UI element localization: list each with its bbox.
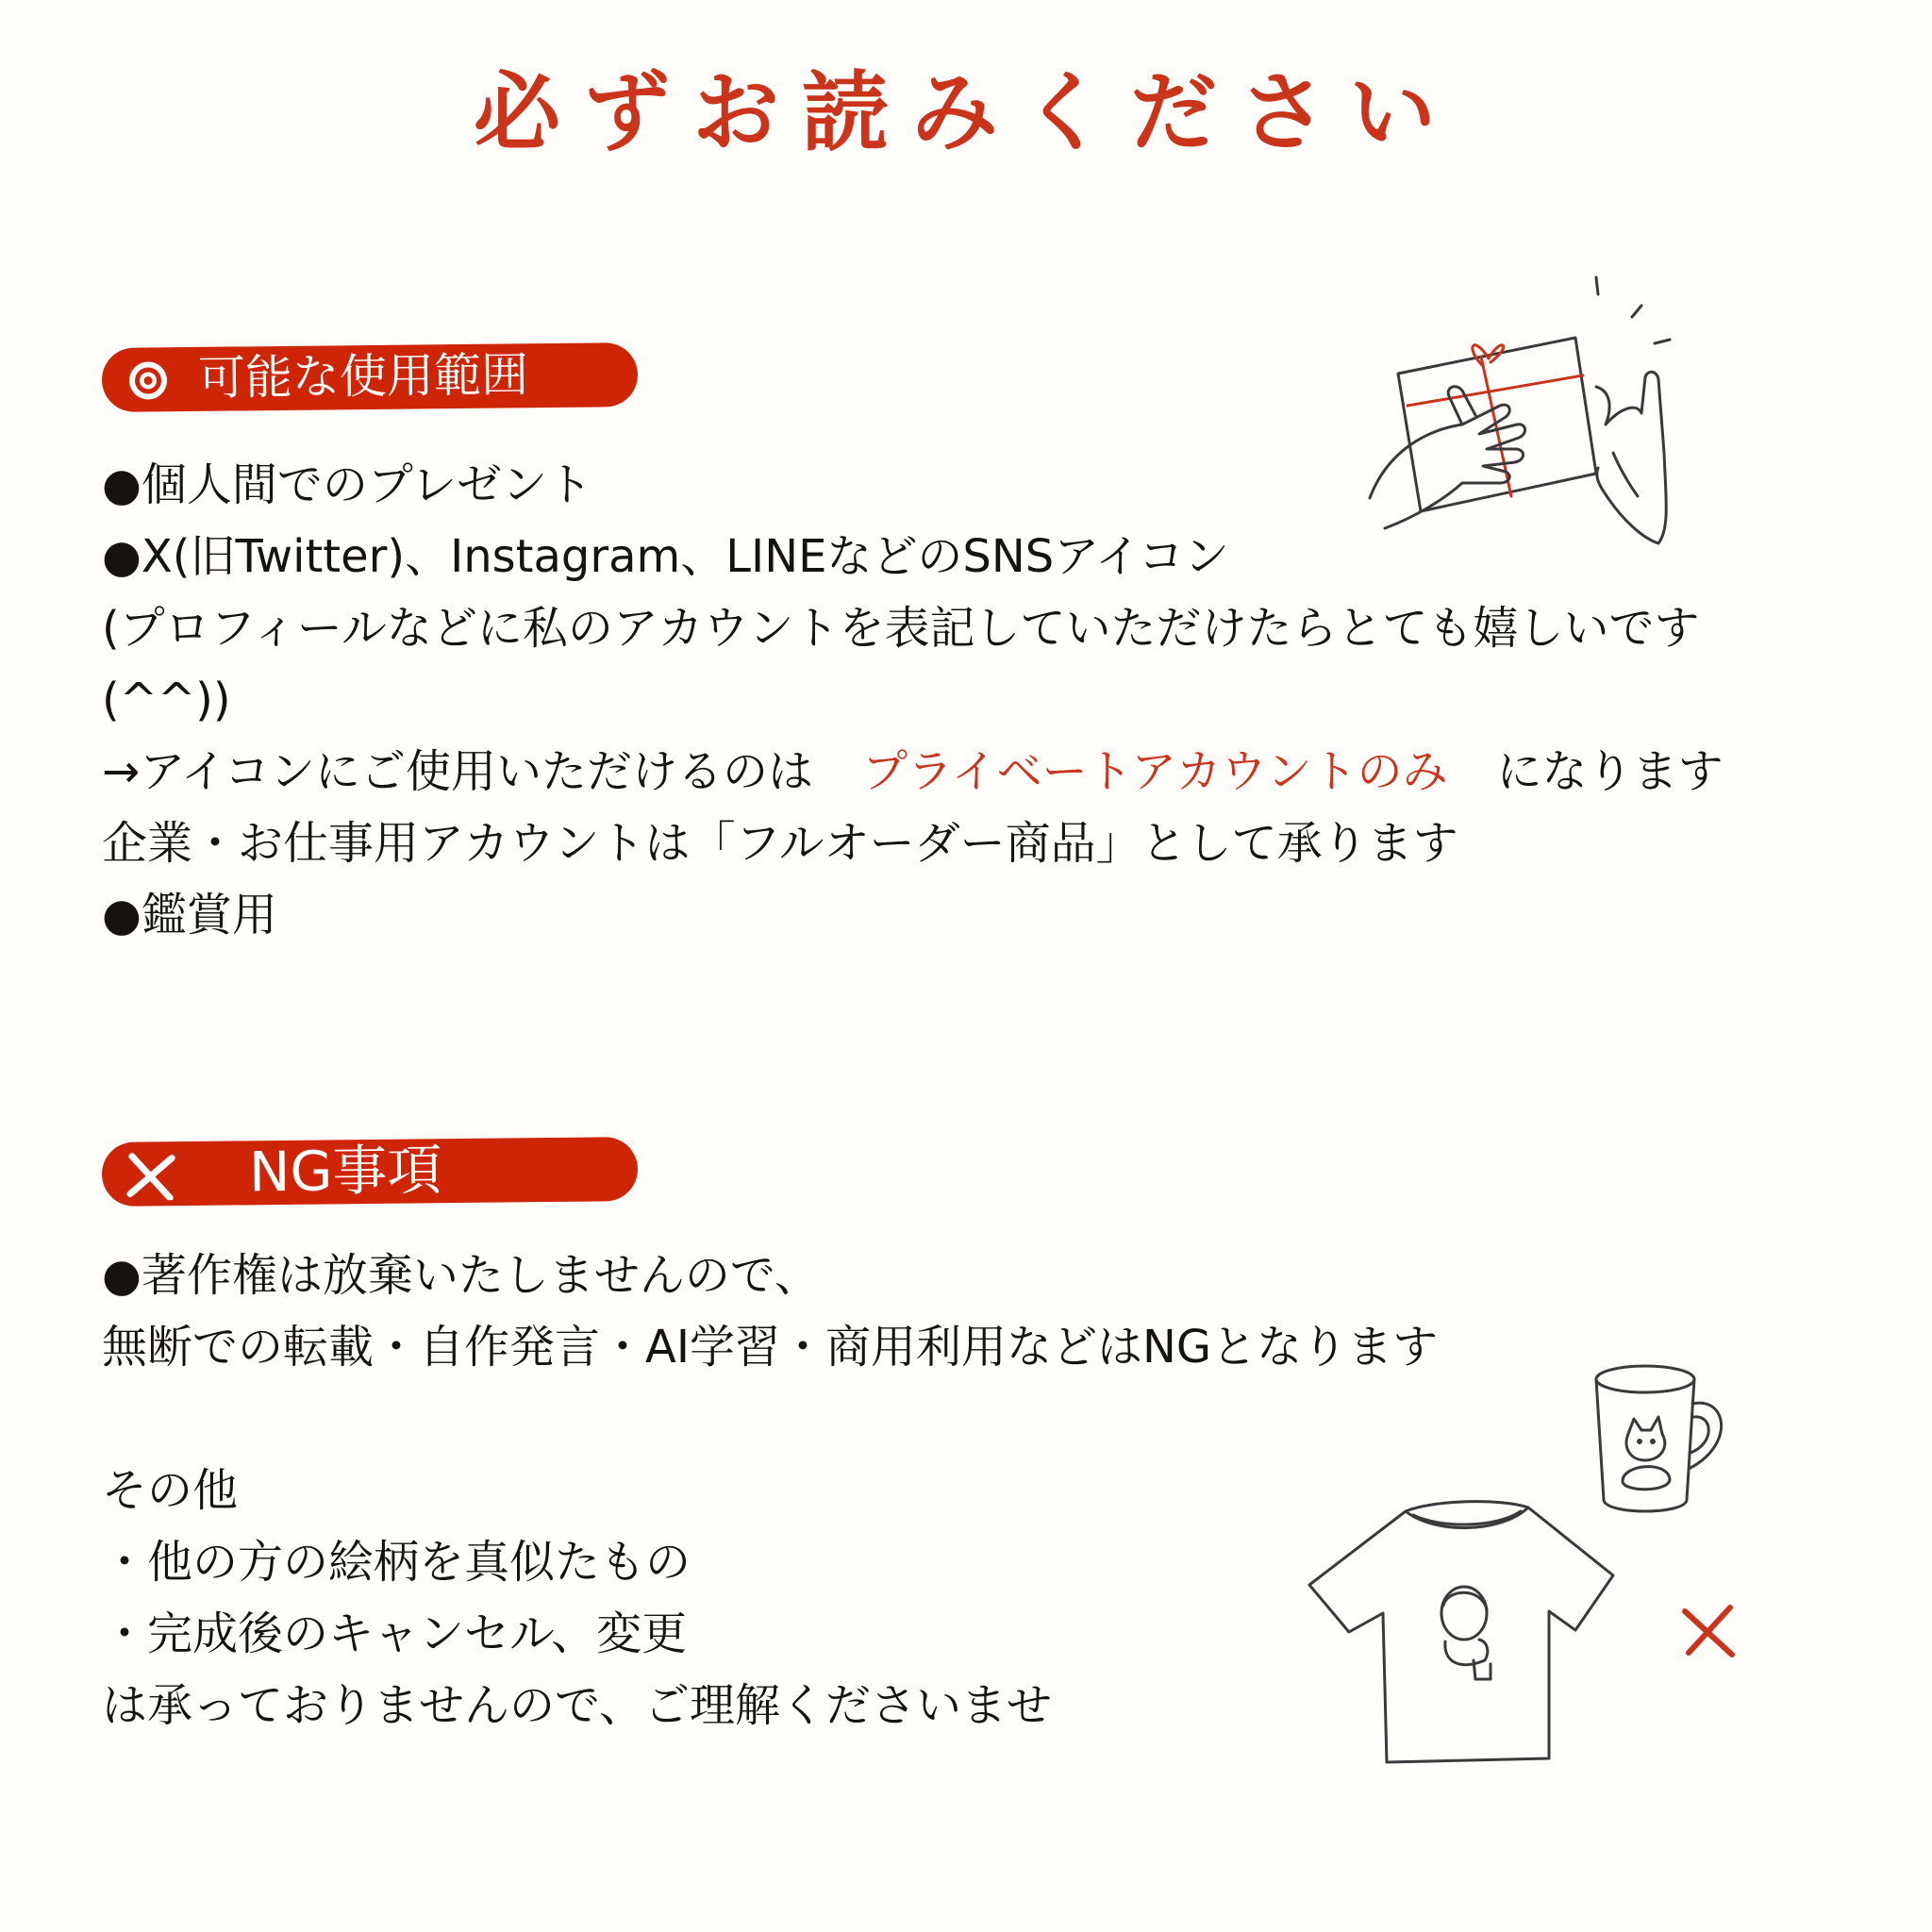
target-icon <box>126 358 170 402</box>
icon-usage-note: →アイコンにご使用いただけるのは <box>102 745 813 798</box>
list-item: その他 <box>102 1464 239 1517</box>
allowed-use-heading <box>102 342 639 412</box>
list-item: ●鑑賞用 <box>102 889 277 941</box>
list-item: (プロフィールなどに私のアカウントを表記していただけたらとても嬉しいです <box>102 602 1700 655</box>
page-title: 必ずお読みください <box>473 62 1458 163</box>
ng-list <box>102 1240 1438 1741</box>
tshirt-illustration <box>1302 1491 1651 1774</box>
list-item: ・完成後のキャンセル、変更 <box>102 1607 688 1660</box>
list-item: ・他の方の絵柄を真似たもの <box>102 1536 691 1589</box>
ng-heading-label: NG事項 <box>248 1138 442 1205</box>
list-item: 企業・お仕事用アカウントは「フルオーダー商品」として承ります <box>102 817 1458 870</box>
list-item: ●個人間でのプレゼント <box>102 458 592 511</box>
cross-icon <box>125 1149 178 1201</box>
list-item: (^^)) <box>102 674 231 726</box>
list-item: ●X(旧Twitter)、Instagram、LINEなどのSNSアイコン <box>102 530 1230 583</box>
allowed-use-heading-label: 可能な使用範囲 <box>197 347 529 406</box>
icon-usage-note-end: になります <box>1496 745 1724 798</box>
list-item: 無断での転載・自作発言・AI学習・商用利用などはNGとなります <box>102 1321 1439 1374</box>
list-item: ●著作権は放棄いたしませんので、 <box>102 1249 820 1302</box>
list-item <box>102 736 1724 808</box>
not-allowed-cross-icon <box>1679 1604 1738 1660</box>
private-account-only-highlight: プライベートアカウントのみ <box>861 745 1448 798</box>
gift-hands-illustration <box>1358 264 1717 557</box>
list-item: は承っておりませんので、ご理解くださいませ <box>102 1679 1053 1732</box>
ng-heading <box>102 1137 639 1207</box>
